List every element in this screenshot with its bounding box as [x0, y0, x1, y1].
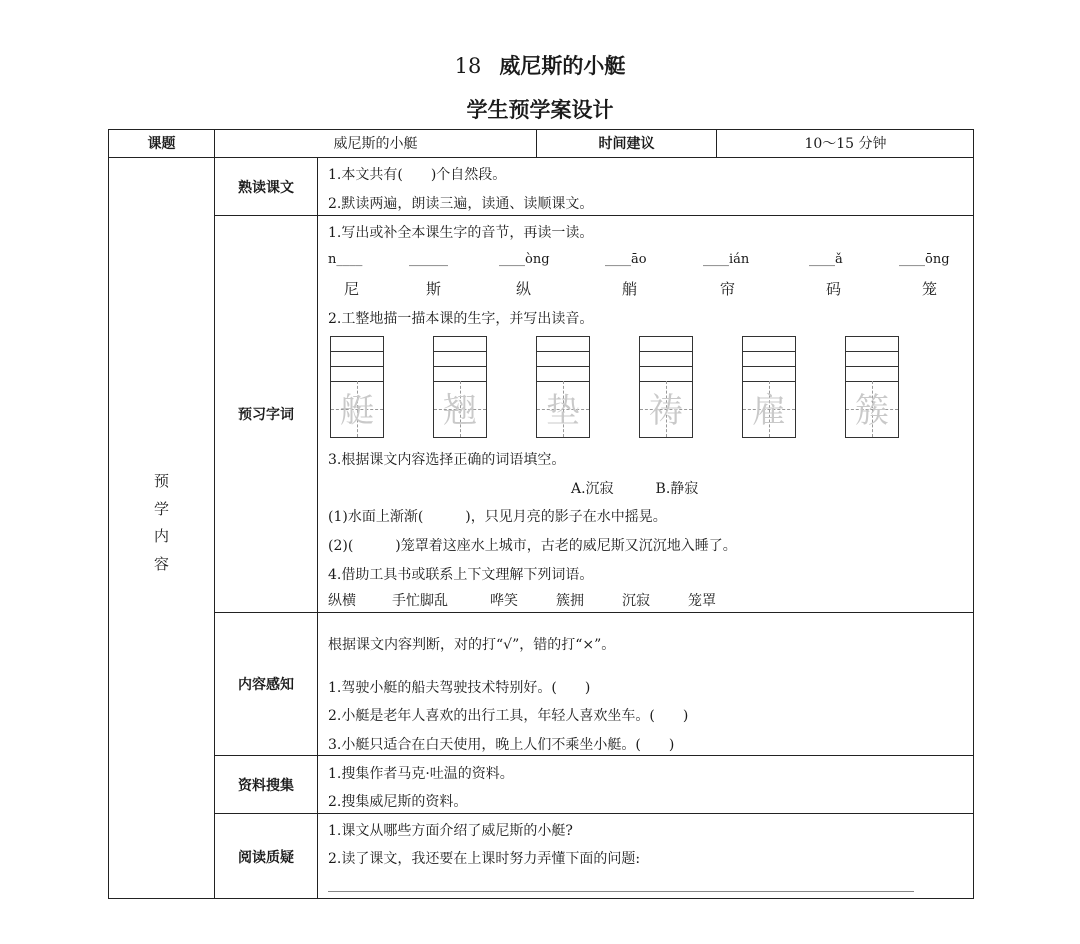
lesson-title — [0, 50, 1080, 80]
vocab-char: 纵 — [516, 280, 532, 298]
vocab-char: 帘 — [720, 280, 736, 298]
vocab-char: 码 — [826, 280, 842, 298]
trace-char: 垫 — [546, 391, 580, 431]
section-label-reading: 熟读课文 — [238, 179, 294, 196]
row-divider — [214, 612, 974, 613]
trace-char: 翘 — [443, 391, 477, 431]
pinyin-blank[interactable]: n____ — [328, 252, 363, 267]
section-label-vocab: 预习字词 — [238, 407, 294, 423]
side-label-char: 学 — [153, 499, 169, 518]
side-label-char: 预 — [153, 472, 169, 490]
side-label-char: 内 — [153, 527, 169, 545]
vocab-word: 沉寂 — [622, 593, 650, 609]
judge-item-1: 1.驾驶小艇的船夫驾驶技术特别好。( ) — [328, 680, 591, 696]
vocab-question-2: 2.工整地描一描本课的生字，并写出读音。 — [328, 311, 594, 327]
trace-char: 雇 — [752, 391, 786, 431]
tracing-grid[interactable] — [639, 336, 693, 438]
page-subtitle: 学生预学案设计 — [466, 98, 614, 122]
vocab-word: 笼罩 — [688, 593, 716, 609]
vocab-char: 尼 — [344, 280, 360, 298]
vocab-question-1: 1.写出或补全本课生字的音节，再读一读。 — [328, 225, 594, 241]
topic-label: 课题 — [147, 136, 176, 152]
tracing-grid[interactable] — [536, 336, 590, 438]
pinyin-blank[interactable]: ____āo — [605, 252, 647, 267]
lesson-name: 威尼斯的小艇 — [499, 54, 626, 78]
pinyin-blank[interactable]: ____ōng — [899, 252, 950, 267]
trace-char: 艇 — [340, 391, 374, 431]
vocab-char: 斯 — [426, 280, 442, 298]
reading-line-1: 1.本文共有( )个自然段。 — [328, 167, 507, 183]
pinyin-blank[interactable]: ____òng — [499, 252, 550, 267]
time-value: 10～15 分钟 — [804, 136, 887, 152]
trace-char: 祷 — [649, 391, 683, 431]
trace-char: 簇 — [855, 391, 889, 431]
section-label-questions: 阅读质疑 — [238, 849, 294, 866]
vocab-char: 艄 — [622, 280, 638, 298]
pinyin-blank[interactable]: ____ián — [703, 252, 750, 267]
section-label-content: 内容感知 — [238, 677, 294, 693]
research-line-1: 1.搜集作者马克·吐温的资料。 — [328, 766, 514, 782]
row-divider — [214, 755, 974, 756]
judge-item-3: 3.小艇只适合在白天使用，晚上人们不乘坐小艇。( ) — [328, 737, 675, 753]
pinyin-blank[interactable]: ____ǎ — [809, 252, 843, 267]
vocab-question-4: 4.借助工具书或联系上下文理解下列词语。 — [328, 567, 594, 583]
content-intro: 根据课文内容判断，对的打“√”，错的打“×”。 — [328, 637, 616, 653]
question-line-1: 1.课文从哪些方面介绍了威尼斯的小艇? — [328, 823, 573, 839]
col-divider — [317, 157, 318, 899]
section-label-research: 资料搜集 — [238, 777, 294, 794]
lesson-number: 18 — [454, 54, 482, 78]
vocab-word: 手忙脚乱 — [392, 593, 448, 609]
vocab-word: 簇拥 — [556, 593, 584, 609]
topic-value: 威尼斯的小艇 — [333, 136, 418, 152]
tracing-grid[interactable] — [330, 336, 384, 438]
tracing-grid[interactable] — [742, 336, 796, 438]
fill-blank-1: (1)水面上渐渐( )，只见月亮的影子在水中摇晃。 — [328, 509, 667, 525]
tracing-grid[interactable] — [845, 336, 899, 438]
vocab-question-3: 3.根据课文内容选择正确的词语填空。 — [328, 452, 566, 468]
vocab-char: 笼 — [922, 280, 938, 298]
question-line-2: 2.读了课文，我还要在上课时努力弄懂下面的问题: — [328, 851, 641, 867]
judge-item-2: 2.小艇是老年人喜欢的出行工具，年轻人喜欢坐车。( ) — [328, 708, 689, 724]
row-divider — [214, 813, 974, 814]
row-divider — [214, 215, 974, 216]
tracing-grid[interactable] — [433, 336, 487, 438]
vocab-word: 纵横 — [328, 593, 356, 609]
fill-blank-2: (2)( )笼罩着这座水上城市，古老的威尼斯又沉沉地入睡了。 — [328, 538, 737, 554]
research-line-2: 2.搜集威尼斯的资料。 — [328, 794, 468, 810]
pinyin-blank[interactable]: ______ — [409, 252, 448, 267]
vocab-word: 哗笑 — [490, 593, 518, 609]
time-label: 时间建议 — [598, 136, 655, 152]
answer-line[interactable] — [328, 891, 914, 892]
side-label-preview-content — [108, 468, 215, 578]
side-label-char: 容 — [153, 554, 169, 573]
word-options: A.沉寂 B.静寂 — [571, 481, 699, 497]
reading-line-2: 2.默读两遍，朗读三遍，读通、读顺课文。 — [328, 196, 594, 212]
